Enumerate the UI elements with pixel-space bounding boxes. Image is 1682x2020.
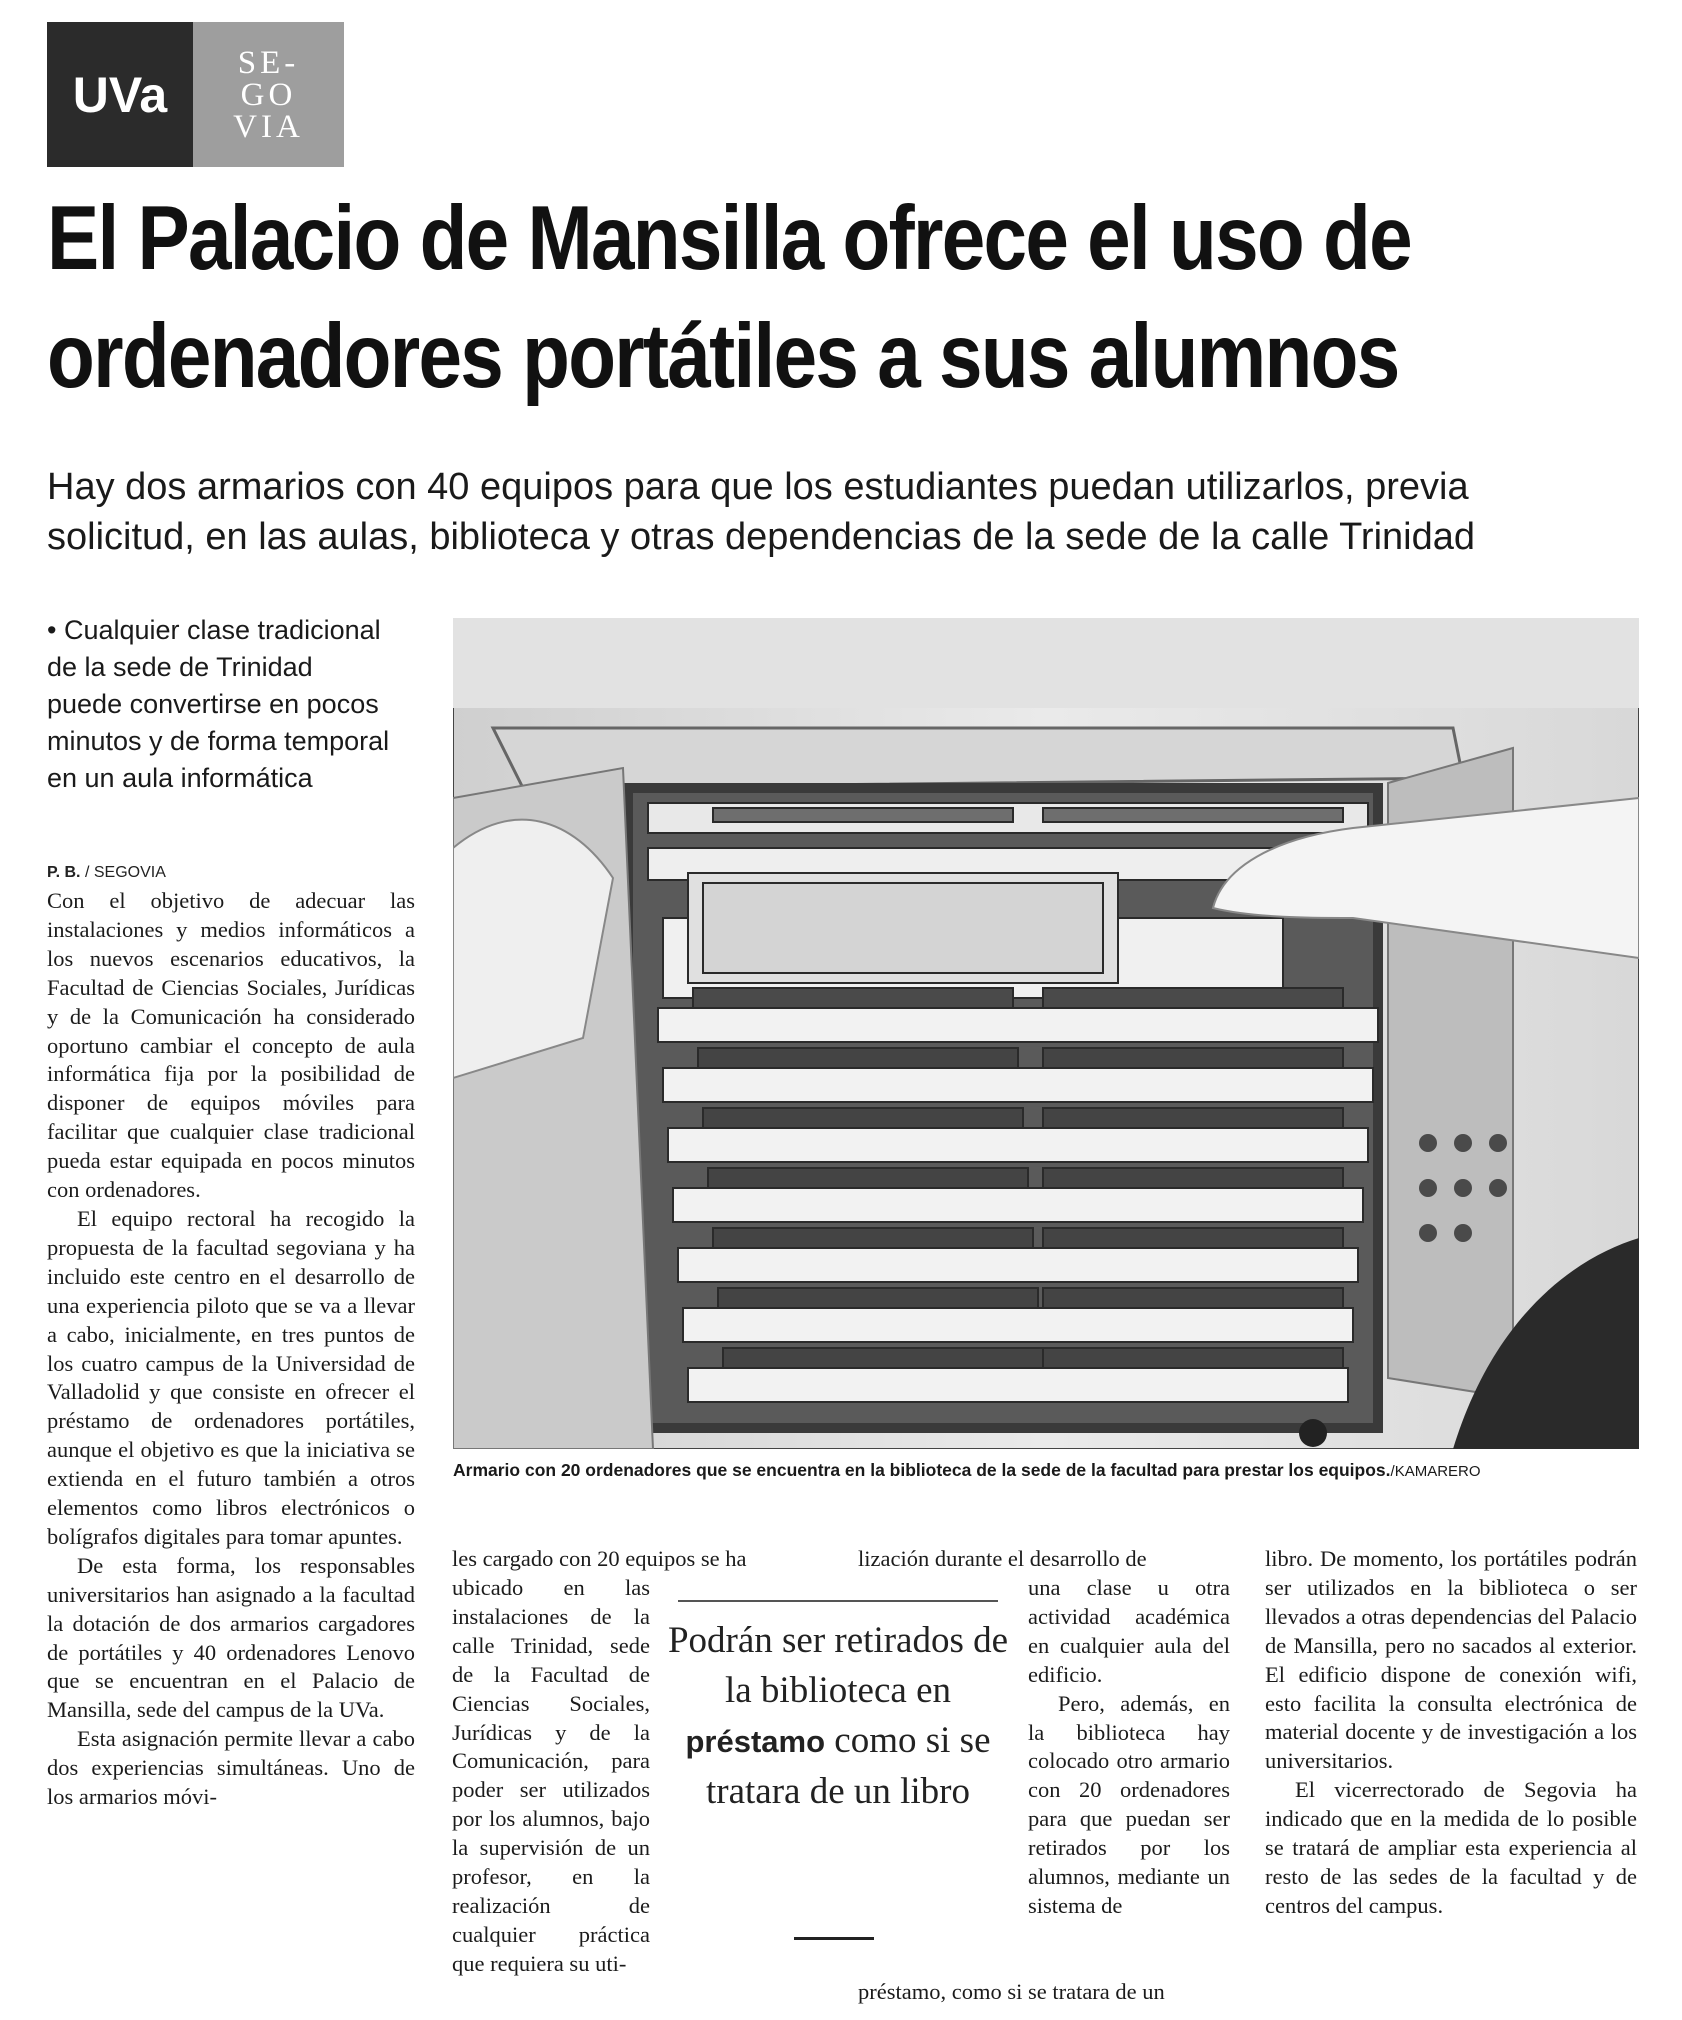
article-column-3 <box>1028 1574 1230 1921</box>
body-paragraph: una clase u otra actividad académica en cualquier aula del edificio. <box>1028 1575 1230 1687</box>
body-paragraph: libro. De momento, los portátiles podrán ser utilizados en la biblioteca o ser llevados a otras dependencias del Palacio de Mansilla, pero no sacados al exterior. El edificio dispone de conexión wifi, esto facilita la consulta electrónica de material docente y de investigación a los universitarios. <box>1265 1546 1637 1774</box>
body-paragraph: El equipo rectoral ha recogido la propuesta de la facultad segoviana y ha incluido este centro en el desarrollo de una experiencia piloto que se va a llevar a cabo, inicialmente, en tres puntos de los cuatro campus de la Universidad de Valladolid y que consiste en ofrecer el préstamo de ordenadores portátiles, aunque el objetivo es que la iniciativa se extienda en el futuro también a otros elementos como libros electrónicos o bolígrafos digitales para tomar apuntes. <box>47 1205 415 1549</box>
laptop-cabinet-photo <box>453 618 1639 1449</box>
logo-segovia-block <box>193 22 344 167</box>
headline <box>47 180 1423 416</box>
pullquote-text: como si se tratara de un libro <box>705 1720 991 1812</box>
body-paragraph: De esta forma, los responsables universitarios han asignado a la facultad la dotación de dos armarios cargadores de portátiles y 40 ordenadores Lenovo que se encuentran en el Palacio de Mansilla, sede del campus de la UVa. <box>47 1552 415 1723</box>
lead-summary: • Cualquier clase tradicional de la sede de Trinidad puede convertirse en pocos minutos y de forma temporal en un aula informática <box>47 615 390 793</box>
pullquote <box>660 1616 1016 1817</box>
article-column-2-top <box>452 1545 824 1574</box>
logo-segovia-line: SE- <box>237 44 300 81</box>
pullquote-rule <box>678 1600 998 1602</box>
body-paragraph: ubicado en las instalaciones de la calle Trinidad, sede de la Facultad de Ciencias Sociales, Jurídicas y de la Comunicación, para poder ser utilizados por los alumnos, bajo la supervisión de un profesor, en la realización de cualquier práctica que requiera su uti- <box>452 1575 650 1976</box>
pullquote-dash <box>794 1937 874 1940</box>
article-column-1 <box>47 887 415 1812</box>
body-paragraph: El vicerrectorado de Segovia ha indicado que en la medida de lo posible se tratará de ampliar esta experiencia al resto de las sedes de la facultad y de centros del campus. <box>1265 1777 1637 1918</box>
logo-uva-block: UVa <box>47 22 193 167</box>
byline-author: P. B. <box>47 864 81 881</box>
body-line: les cargado con 20 equipos se ha <box>452 1546 747 1571</box>
body-paragraph: Esta asignación permite llevar a cabo dos experiencias simultáneas. Uno de los armarios móvi- <box>47 1726 415 1810</box>
photo-caption <box>453 1460 1653 1481</box>
body-paragraph: Con el objetivo de adecuar las instalaciones y medios informáticos a los nuevos escenarios educativos, la Facultad de Ciencias Sociales, Jurídicas y de la Comunicación ha considerado oportuno cambiar el concepto de aula informática fija por la posibilidad de disponer de equipos móviles para facilitar que cualquier clase tradicional pueda estar equipada en pocos minutos con ordenadores. <box>47 888 415 1203</box>
caption-text: Armario con 20 ordenadores que se encuentra en la biblioteca de la sede de la facultad para prestar los equipos. <box>453 1460 1391 1480</box>
subheadline <box>47 462 1647 562</box>
article-column-4 <box>1265 1545 1637 1921</box>
headline-line-1: El Palacio de Mansilla ofrece el uso de <box>47 188 1411 289</box>
logo-segovia-line: VIA <box>233 108 304 145</box>
byline-location: / SEGOVIA <box>84 864 166 881</box>
byline <box>47 864 166 882</box>
subheadline-line-2: solicitud, en las aulas, biblioteca y otras dependencias de la sede de la calle Trinidad <box>47 516 1476 558</box>
logo-segovia-line: GO <box>240 76 297 113</box>
article-column-3-bottom <box>858 1978 1230 2007</box>
subheadline-line-1: Hay dos armarios con 40 equipos para que los estudiantes puedan utilizarlos, previa <box>47 466 1469 508</box>
body-paragraph: Pero, además, en la biblioteca hay colocado otro armario con 20 ordenadores para que puedan ser retirados por los alumnos, mediante un sistema de <box>1028 1690 1230 1918</box>
body-line: lización durante el desarrollo de <box>858 1546 1147 1571</box>
uva-segovia-logo <box>47 22 344 167</box>
photo-credit: /KAMARERO <box>1390 1463 1481 1480</box>
pullquote-bold: préstamo <box>685 1724 826 1759</box>
pullquote-text: Podrán ser retirados de la biblioteca en <box>667 1620 1009 1711</box>
headline-line-2: ordenadores portátiles a sus alumnos <box>47 306 1399 407</box>
article-column-2 <box>452 1574 650 1979</box>
article-column-3-top <box>858 1545 1230 1574</box>
body-line: préstamo, como si se tratara de un <box>858 1979 1165 2004</box>
